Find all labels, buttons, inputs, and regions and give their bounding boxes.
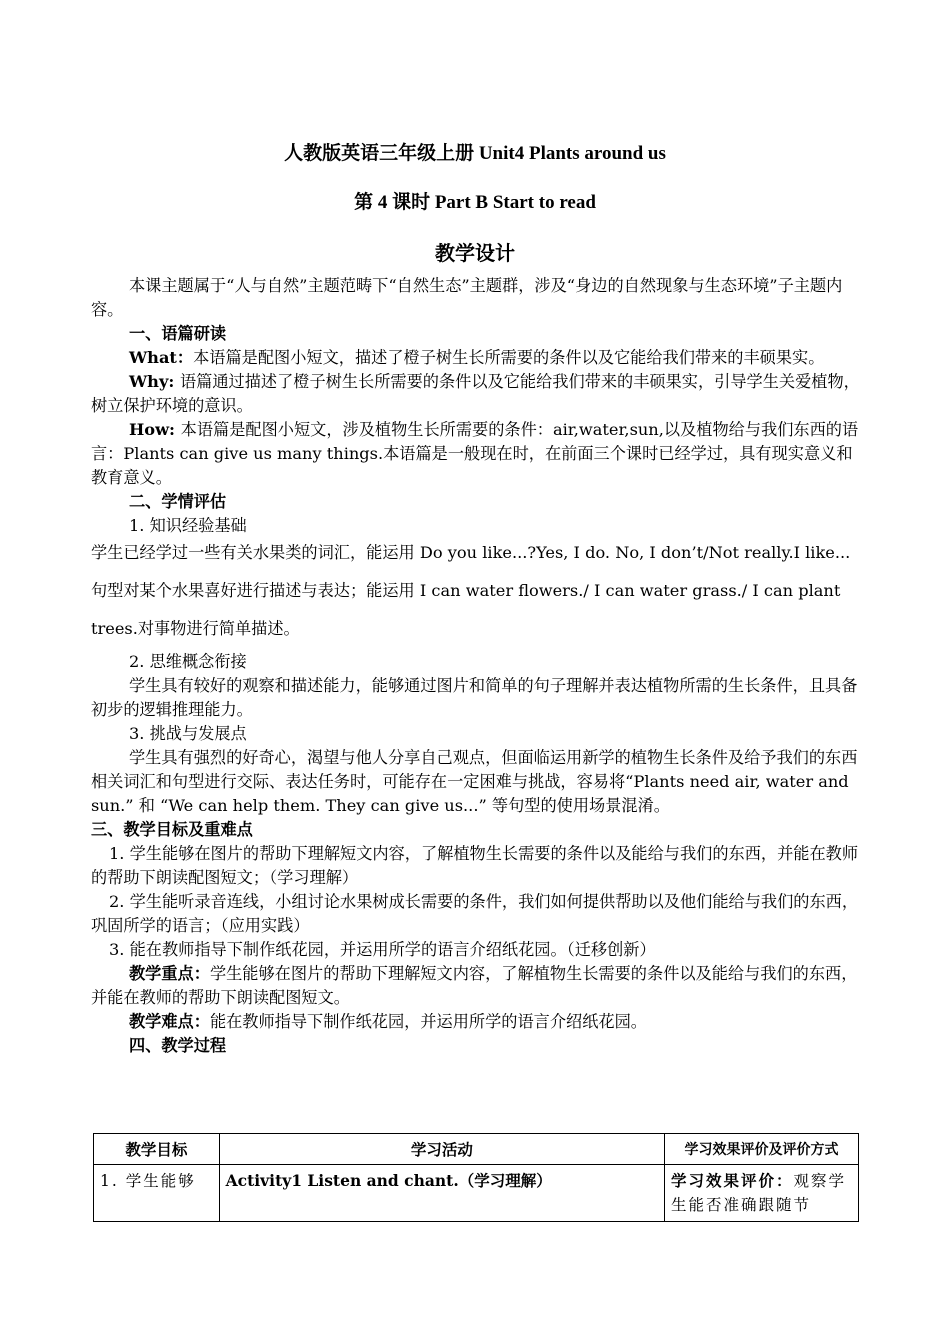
lesson-subtitle: 第 4 课时 Part B Start to read bbox=[354, 192, 596, 213]
cell-evaluation bbox=[664, 1165, 858, 1222]
section-heading-2: 二、学情评估 bbox=[129, 492, 227, 511]
difficulty-text: 能在教师指导下制作纸花园，并运用所学的语言介绍纸花园。 bbox=[209, 1012, 647, 1031]
goal-1: 1. 学生能够在图片的帮助下理解短文内容，了解植物生长需要的条件以及能给与我们的东西，并能在教师的帮助下朗读配图短文；（学习理解） bbox=[91, 844, 859, 887]
cell-activity: Activity1 Listen and chant.（学习理解） bbox=[219, 1165, 664, 1222]
why-paragraph bbox=[91, 370, 861, 418]
header-evaluation: 学习效果评价及评价方式 bbox=[664, 1134, 858, 1165]
section-heading-3: 三、教学目标及重难点 bbox=[91, 820, 253, 839]
how-label: How: bbox=[129, 420, 181, 439]
key-point-label: 教学重点： bbox=[129, 964, 210, 983]
intro-paragraph: 本课主题属于“人与自然”主题范畴下“自然生态”主题群，涉及“身边的自然现象与生态环境”子主题内容。 bbox=[91, 276, 843, 319]
how-text: 本语篇是配图小短文，涉及植物生长所需要的条件：air,water,sun,以及植物给与我们东西的语言：Plants can give us many things.本语篇是一般现在时，在前面三个课时已经学过，具有现实意义和教育意义。 bbox=[91, 420, 859, 487]
why-label: Why: bbox=[129, 372, 180, 391]
key-point-paragraph bbox=[91, 962, 861, 1010]
subheading-knowledge: 1. 知识经验基础 bbox=[129, 516, 247, 535]
design-heading: 教学设计 bbox=[435, 243, 515, 265]
header-activity: 学习活动 bbox=[219, 1134, 664, 1165]
knowledge-paragraph: 学生已经学过一些有关水果类的词汇，能运用 Do you like...?Yes, I do. No, I don’t/Not really.I like...句型对某个水果喜好进行描述与表达；能运用 I can water flowers./ I can water grass./ I can plant trees.对事物进行简单描述。 bbox=[91, 543, 851, 638]
header-goal: 教学目标 bbox=[94, 1134, 220, 1165]
what-text: 本语篇是配图小短文，描述了橙子树生长所需要的条件以及它能给我们带来的丰硕果实。 bbox=[193, 348, 825, 367]
what-paragraph bbox=[91, 346, 861, 370]
document-title: 人教版英语三年级上册 Unit4 Plants around us bbox=[284, 143, 666, 164]
thinking-paragraph: 学生具有较好的观察和描述能力，能够通过图片和简单的句子理解并表达植物所需的生长条件，且具备初步的逻辑推理能力。 bbox=[91, 676, 858, 719]
how-paragraph bbox=[91, 418, 861, 490]
subheading-challenge: 3. 挑战与发展点 bbox=[129, 724, 247, 743]
why-text: 语篇通过描述了橙子树生长所需要的条件以及它能给我们带来的丰硕果实，引导学生关爱植物，树立保护环境的意识。 bbox=[91, 372, 860, 415]
section-heading-4: 四、教学过程 bbox=[129, 1036, 227, 1055]
what-label: What： bbox=[129, 348, 194, 367]
evaluation-label: 学习效果评价： bbox=[670, 1171, 794, 1190]
difficulty-label: 教学难点： bbox=[129, 1012, 210, 1031]
cell-goal: 1. 学生能够 bbox=[94, 1165, 220, 1222]
table-header-row bbox=[94, 1134, 859, 1165]
process-table bbox=[93, 1133, 859, 1222]
challenge-paragraph: 学生具有强烈的好奇心，渴望与他人分享自己观点，但面临运用新学的植物生长条件及给予我们的东西相关词汇和句型进行交际、表达任务时，可能存在一定困难与挑战，容易将“Plants need air, water and sun.” 和 “We can help them. They can give us...” 等句型的使用场景混淆。 bbox=[91, 748, 858, 815]
document-body bbox=[91, 274, 861, 1058]
difficulty-paragraph bbox=[91, 1010, 861, 1034]
subheading-thinking: 2. 思维概念衔接 bbox=[129, 652, 247, 671]
section-heading-1: 一、语篇研读 bbox=[129, 324, 227, 343]
table-row bbox=[94, 1165, 859, 1222]
key-point-text: 学生能够在图片的帮助下理解短文内容，了解植物生长需要的条件以及能给与我们的东西，并能在教师的帮助下朗读配图短文。 bbox=[91, 964, 858, 1007]
goal-2: 2. 学生能听录音连线，小组讨论水果树成长需要的条件，我们如何提供帮助以及他们能给与我们的东西，巩固所学的语言；（应用实践） bbox=[91, 892, 859, 935]
goal-3: 3. 能在教师指导下制作纸花园，并运用所学的语言介绍纸花园。（迁移创新） bbox=[109, 940, 656, 959]
evaluation-text: 观察学生能否准确跟随节 bbox=[670, 1172, 847, 1214]
